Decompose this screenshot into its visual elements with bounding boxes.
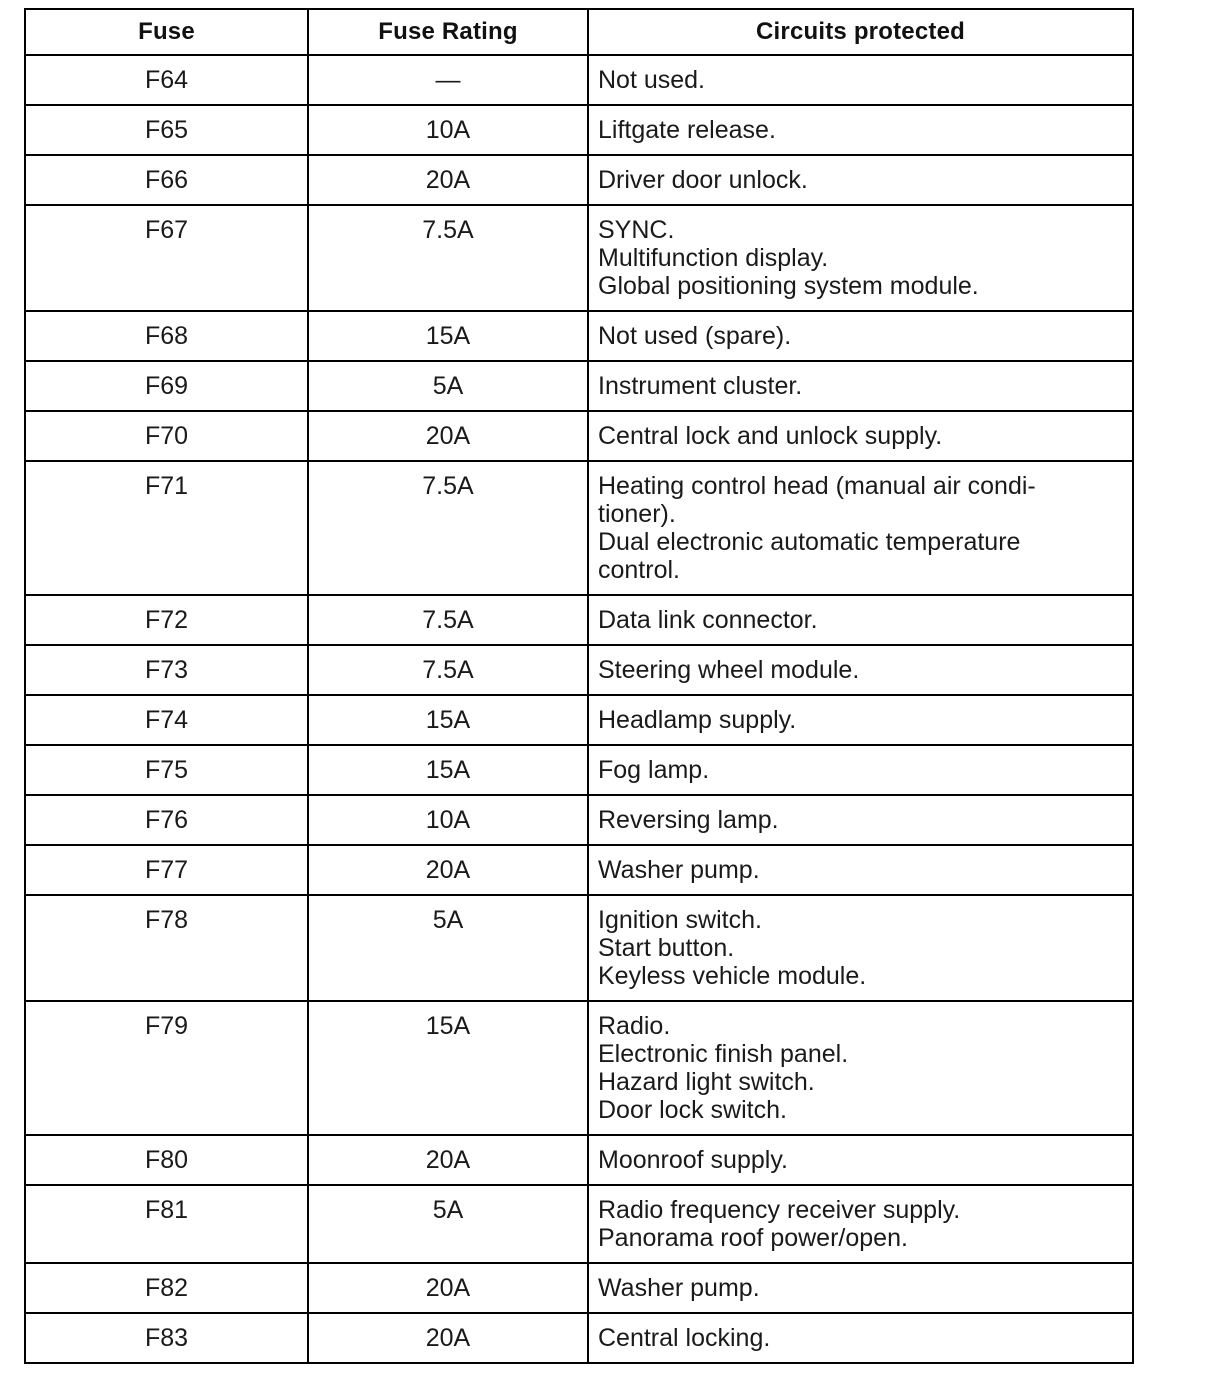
circuit-line: tioner).	[598, 500, 676, 528]
fuse-rating-cell: 15A	[308, 695, 588, 745]
table-row	[25, 645, 1133, 695]
fuse-id-cell: F72	[25, 595, 308, 645]
fuse-rating-cell: 7.5A	[308, 205, 588, 311]
table-row	[25, 1313, 1133, 1363]
circuit-line: Data link connector.	[598, 606, 818, 634]
fuse-id-cell: F64	[25, 55, 308, 105]
table-row	[25, 411, 1133, 461]
circuit-line: Moonroof supply.	[598, 1146, 788, 1174]
fuse-id-cell: F73	[25, 645, 308, 695]
table-row	[25, 1185, 1133, 1263]
fuse-rating-cell: 20A	[308, 1263, 588, 1313]
circuit-line: Driver door unlock.	[598, 166, 808, 194]
table-row	[25, 105, 1133, 155]
fuse-rating-cell: —	[308, 55, 588, 105]
fuse-id-cell: F76	[25, 795, 308, 845]
circuit-line: Central locking.	[598, 1324, 771, 1352]
circuit-line: Headlamp supply.	[598, 706, 797, 734]
table-row	[25, 1001, 1133, 1135]
circuits-protected-cell	[588, 311, 1133, 361]
circuits-protected-cell	[588, 1185, 1133, 1263]
table-row	[25, 205, 1133, 311]
circuit-line: Multifunction display.	[598, 244, 829, 272]
table-row	[25, 745, 1133, 795]
fuse-rating-cell: 7.5A	[308, 645, 588, 695]
circuits-protected-cell	[588, 745, 1133, 795]
fuse-id-cell: F70	[25, 411, 308, 461]
circuit-line: Electronic finish panel.	[598, 1040, 849, 1068]
circuit-line: Reversing lamp.	[598, 806, 779, 834]
fuse-id-cell: F68	[25, 311, 308, 361]
fuse-rating-cell: 20A	[308, 411, 588, 461]
table-header-row	[25, 9, 1133, 55]
header-fuse: Fuse	[25, 9, 308, 55]
table-row	[25, 1263, 1133, 1313]
circuit-line: Start button.	[598, 934, 735, 962]
table-row	[25, 155, 1133, 205]
circuits-protected-cell	[588, 361, 1133, 411]
circuits-protected-cell	[588, 1001, 1133, 1135]
circuits-protected-cell	[588, 895, 1133, 1001]
fuse-rating-cell: 15A	[308, 1001, 588, 1135]
fuse-id-cell: F78	[25, 895, 308, 1001]
fuse-rating-cell: 20A	[308, 155, 588, 205]
fuse-id-cell: F74	[25, 695, 308, 745]
table-row	[25, 595, 1133, 645]
table-row	[25, 55, 1133, 105]
fuse-id-cell: F65	[25, 105, 308, 155]
table-row	[25, 461, 1133, 595]
circuit-line: control.	[598, 556, 680, 584]
circuit-line: Radio.	[598, 1012, 671, 1040]
circuits-protected-cell	[588, 1263, 1133, 1313]
circuits-protected-cell	[588, 695, 1133, 745]
circuits-protected-cell	[588, 845, 1133, 895]
fuse-rating-cell: 5A	[308, 895, 588, 1001]
table-row	[25, 895, 1133, 1001]
circuits-protected-cell	[588, 105, 1133, 155]
circuit-line: Washer pump.	[598, 856, 760, 884]
circuit-line: Ignition switch.	[598, 906, 762, 934]
fuse-id-cell: F80	[25, 1135, 308, 1185]
fuse-id-cell: F67	[25, 205, 308, 311]
circuits-protected-cell	[588, 155, 1133, 205]
circuit-line: Keyless vehicle module.	[598, 962, 867, 990]
circuit-line: Not used.	[598, 66, 706, 94]
fuse-id-cell: F69	[25, 361, 308, 411]
circuits-protected-cell	[588, 595, 1133, 645]
header-circuits-protected: Circuits protected	[588, 9, 1133, 55]
fuse-id-cell: F71	[25, 461, 308, 595]
header-fuse-rating: Fuse Rating	[308, 9, 588, 55]
fuse-table-body	[25, 55, 1133, 1363]
fuse-rating-cell: 20A	[308, 845, 588, 895]
circuit-line: Global positioning system module.	[598, 272, 979, 300]
circuits-protected-cell	[588, 645, 1133, 695]
fuse-rating-cell: 15A	[308, 311, 588, 361]
circuit-line: Central lock and unlock supply.	[598, 422, 943, 450]
circuit-line: Liftgate release.	[598, 116, 776, 144]
circuits-protected-cell	[588, 461, 1133, 595]
circuits-protected-cell	[588, 1313, 1133, 1363]
circuits-protected-cell	[588, 205, 1133, 311]
fuse-rating-cell: 20A	[308, 1313, 588, 1363]
fuse-rating-cell: 5A	[308, 1185, 588, 1263]
circuit-line: Hazard light switch.	[598, 1068, 815, 1096]
fuse-rating-cell: 7.5A	[308, 461, 588, 595]
fuse-rating-cell: 10A	[308, 105, 588, 155]
fuse-rating-cell: 15A	[308, 745, 588, 795]
circuits-protected-cell	[588, 55, 1133, 105]
circuit-line: Not used (spare).	[598, 322, 792, 350]
table-row	[25, 1135, 1133, 1185]
fuse-id-cell: F81	[25, 1185, 308, 1263]
fuse-id-cell: F77	[25, 845, 308, 895]
fuse-id-cell: F82	[25, 1263, 308, 1313]
fuse-rating-cell: 7.5A	[308, 595, 588, 645]
circuits-protected-cell	[588, 411, 1133, 461]
fuse-specification-table	[24, 8, 1134, 1364]
circuits-protected-cell	[588, 795, 1133, 845]
table-row	[25, 845, 1133, 895]
circuit-line: Washer pump.	[598, 1274, 760, 1302]
circuit-line: Steering wheel module.	[598, 656, 860, 684]
fuse-id-cell: F79	[25, 1001, 308, 1135]
fuse-id-cell: F83	[25, 1313, 308, 1363]
circuit-line: Fog lamp.	[598, 756, 710, 784]
fuse-rating-cell: 10A	[308, 795, 588, 845]
fuse-rating-cell: 5A	[308, 361, 588, 411]
circuit-line: Dual electronic automatic temperature	[598, 528, 1021, 556]
circuit-line: Radio frequency receiver supply.	[598, 1196, 961, 1224]
fuse-id-cell: F66	[25, 155, 308, 205]
fuse-id-cell: F75	[25, 745, 308, 795]
circuit-line: Door lock switch.	[598, 1096, 787, 1124]
table-row	[25, 361, 1133, 411]
circuit-line: Panorama roof power/open.	[598, 1224, 908, 1252]
circuit-line: Heating control head (manual air condi-	[598, 472, 1036, 500]
circuit-line: SYNC.	[598, 216, 675, 244]
table-row	[25, 311, 1133, 361]
table-row	[25, 695, 1133, 745]
table-row	[25, 795, 1133, 845]
circuits-protected-cell	[588, 1135, 1133, 1185]
fuse-rating-cell: 20A	[308, 1135, 588, 1185]
circuit-line: Instrument cluster.	[598, 372, 803, 400]
